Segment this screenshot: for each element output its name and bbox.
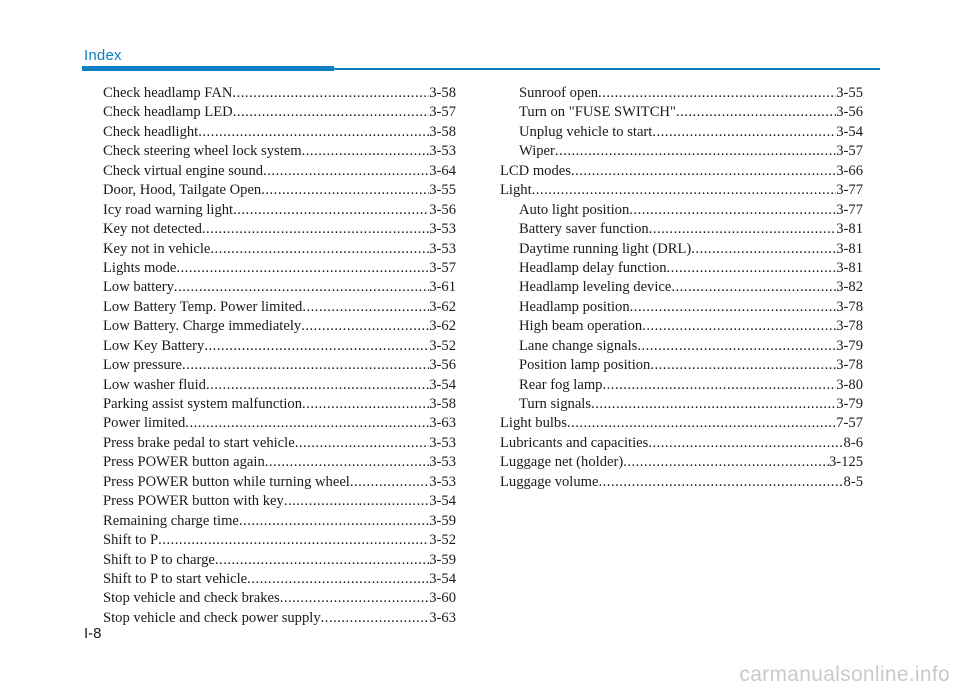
dot-leader bbox=[206, 376, 429, 395]
index-column-right bbox=[500, 84, 863, 492]
dot-leader bbox=[598, 473, 843, 492]
entry-page-ref: 3-53 bbox=[429, 434, 456, 451]
index-entry bbox=[84, 201, 456, 220]
entry-page-ref: 3-78 bbox=[836, 318, 863, 335]
dot-leader bbox=[301, 317, 429, 336]
page-number: I-8 bbox=[84, 625, 102, 642]
dot-leader bbox=[676, 103, 836, 122]
dot-leader bbox=[158, 531, 429, 550]
entry-label: Headlamp leveling device bbox=[519, 279, 672, 296]
index-entry bbox=[500, 220, 863, 239]
entry-label: Rear fog lamp bbox=[519, 376, 603, 393]
dot-leader bbox=[202, 220, 429, 239]
dot-leader bbox=[302, 395, 429, 414]
entry-label: Remaining charge time bbox=[103, 512, 239, 529]
entry-page-ref: 3-58 bbox=[429, 396, 456, 412]
dot-leader bbox=[302, 142, 430, 161]
dot-leader bbox=[667, 259, 837, 278]
dot-leader bbox=[598, 84, 836, 103]
entry-label: Lane change signals bbox=[519, 337, 638, 354]
entry-page-ref: 3-54 bbox=[836, 123, 863, 140]
entry-page-ref: 3-79 bbox=[836, 337, 863, 354]
entry-label: Wiper bbox=[519, 143, 555, 160]
index-entry bbox=[500, 317, 863, 336]
index-entry bbox=[500, 473, 863, 492]
entry-page-ref: 8-5 bbox=[843, 473, 863, 490]
dot-leader bbox=[591, 395, 836, 414]
index-entry bbox=[500, 240, 863, 259]
dot-leader bbox=[671, 278, 836, 297]
index-entry bbox=[84, 453, 456, 472]
entry-label: Luggage net (holder) bbox=[500, 454, 624, 471]
entry-page-ref: 3-59 bbox=[429, 512, 456, 529]
entry-label: Check steering wheel lock system bbox=[103, 143, 302, 160]
entry-label: Shift to P to charge bbox=[103, 551, 215, 568]
dot-leader bbox=[232, 84, 429, 103]
dot-leader bbox=[691, 240, 836, 259]
dot-leader bbox=[555, 142, 836, 161]
dot-leader bbox=[280, 589, 430, 608]
dot-leader bbox=[652, 123, 836, 142]
entry-page-ref: 3-78 bbox=[836, 357, 863, 374]
dot-leader bbox=[261, 181, 429, 200]
index-entry bbox=[84, 240, 456, 259]
entry-label: Shift to P bbox=[103, 532, 159, 549]
entry-label: Low Key Battery bbox=[103, 337, 205, 354]
index-entry bbox=[84, 162, 456, 181]
entry-page-ref: 3-57 bbox=[836, 143, 863, 160]
dot-leader bbox=[174, 278, 429, 297]
entry-page-ref: 7-57 bbox=[836, 415, 863, 432]
dot-leader bbox=[532, 181, 837, 200]
entry-page-ref: 3-52 bbox=[429, 532, 456, 549]
entry-label: Unplug vehicle to start bbox=[519, 123, 653, 140]
dot-leader bbox=[198, 123, 429, 142]
section-title: Index bbox=[84, 47, 122, 64]
entry-page-ref: 3-82 bbox=[836, 279, 863, 296]
index-entry bbox=[500, 434, 863, 453]
entry-label: High beam operation bbox=[519, 318, 643, 335]
dot-leader bbox=[204, 337, 429, 356]
index-entry bbox=[84, 103, 456, 122]
index-entry bbox=[84, 414, 456, 433]
entry-page-ref: 3-53 bbox=[429, 473, 456, 490]
entry-label: Lubricants and capacities bbox=[500, 434, 649, 451]
index-entry bbox=[84, 531, 456, 550]
index-entry bbox=[500, 414, 863, 433]
dot-leader bbox=[239, 512, 429, 531]
entry-label: Position lamp position bbox=[519, 357, 651, 374]
index-entry bbox=[84, 512, 456, 531]
dot-leader bbox=[185, 414, 429, 433]
entry-label: Low Battery Temp. Power limited bbox=[103, 298, 303, 315]
index-entry bbox=[84, 84, 456, 103]
dot-leader bbox=[571, 162, 836, 181]
entry-label: Stop vehicle and check brakes bbox=[103, 590, 280, 607]
entry-page-ref: 3-125 bbox=[828, 454, 863, 471]
dot-leader bbox=[602, 376, 836, 395]
entry-label: Low battery bbox=[103, 279, 174, 296]
entry-page-ref: 3-58 bbox=[429, 85, 456, 101]
entry-page-ref: 3-77 bbox=[836, 201, 863, 218]
entry-page-ref: 3-53 bbox=[429, 240, 456, 257]
dot-leader bbox=[302, 298, 429, 317]
entry-page-ref: 3-81 bbox=[836, 259, 863, 276]
index-entry bbox=[84, 123, 456, 142]
entry-label: Battery saver function bbox=[519, 221, 649, 238]
entry-page-ref: 3-52 bbox=[429, 337, 456, 354]
entry-page-ref: 3-55 bbox=[429, 182, 456, 199]
index-entry bbox=[84, 492, 456, 511]
entry-page-ref: 3-63 bbox=[429, 609, 456, 626]
index-entry bbox=[84, 609, 456, 628]
index-entry bbox=[84, 181, 456, 200]
dot-leader bbox=[182, 356, 429, 375]
entry-label: Press POWER button while turning wheel bbox=[103, 473, 350, 490]
entry-label: Lights mode bbox=[103, 259, 177, 276]
entry-page-ref: 3-81 bbox=[836, 221, 863, 238]
entry-label: Turn signals bbox=[519, 396, 592, 412]
entry-page-ref: 3-54 bbox=[429, 376, 456, 393]
entry-label: Sunroof open bbox=[519, 85, 599, 101]
index-entry bbox=[500, 259, 863, 278]
entry-page-ref: 3-57 bbox=[429, 104, 456, 121]
entry-page-ref: 3-56 bbox=[429, 201, 456, 218]
dot-leader bbox=[567, 414, 836, 433]
entry-page-ref: 3-64 bbox=[429, 162, 456, 179]
dot-leader bbox=[265, 453, 429, 472]
index-entry bbox=[84, 259, 456, 278]
index-entry bbox=[84, 298, 456, 317]
entry-page-ref: 3-56 bbox=[836, 104, 863, 121]
entry-label: Stop vehicle and check power supply bbox=[103, 609, 321, 626]
entry-label: Luggage volume bbox=[500, 473, 599, 490]
entry-page-ref: 3-62 bbox=[429, 298, 456, 315]
index-entry bbox=[500, 395, 863, 414]
dot-leader bbox=[233, 201, 429, 220]
dot-leader bbox=[350, 473, 429, 492]
entry-label: Low pressure bbox=[103, 357, 183, 374]
entry-page-ref: 3-77 bbox=[836, 182, 863, 199]
entry-label: Press POWER button with key bbox=[103, 493, 284, 510]
entry-page-ref: 3-81 bbox=[836, 240, 863, 257]
entry-page-ref: 3-54 bbox=[429, 493, 456, 510]
index-entry bbox=[84, 473, 456, 492]
watermark: carmanualsonline.info bbox=[739, 663, 950, 686]
dot-leader bbox=[630, 298, 837, 317]
entry-page-ref: 3-60 bbox=[429, 590, 456, 607]
entry-label: Icy road warning light bbox=[103, 201, 234, 218]
index-entry bbox=[84, 220, 456, 239]
entry-label: Check virtual engine sound bbox=[103, 162, 264, 179]
index-entry bbox=[84, 589, 456, 608]
index-entry bbox=[500, 103, 863, 122]
entry-page-ref: 3-63 bbox=[429, 415, 456, 432]
entry-label: LCD modes bbox=[500, 162, 571, 179]
entry-label: Low washer fluid bbox=[103, 376, 206, 393]
entry-label: Light bbox=[500, 182, 532, 199]
index-entry bbox=[84, 395, 456, 414]
dot-leader bbox=[233, 103, 430, 122]
dot-leader bbox=[642, 317, 836, 336]
entry-label: Daytime running light (DRL) bbox=[519, 240, 692, 257]
index-entry bbox=[500, 337, 863, 356]
dot-leader bbox=[176, 259, 429, 278]
entry-page-ref: 3-66 bbox=[836, 162, 863, 179]
index-entry bbox=[500, 356, 863, 375]
dot-leader bbox=[648, 434, 843, 453]
entry-label: Shift to P to start vehicle bbox=[103, 570, 248, 587]
index-entry bbox=[500, 142, 863, 161]
index-entry bbox=[500, 181, 863, 200]
entry-label: Key not in vehicle bbox=[103, 240, 211, 257]
header-rule-thin bbox=[334, 68, 880, 70]
index-entry bbox=[500, 298, 863, 317]
entry-label: Turn on "FUSE SWITCH" bbox=[519, 104, 676, 121]
dot-leader bbox=[210, 240, 429, 259]
index-entry bbox=[500, 84, 863, 103]
entry-page-ref: 3-79 bbox=[836, 396, 863, 412]
entry-label: Light bulbs bbox=[500, 415, 567, 432]
entry-label: Check headlamp FAN bbox=[103, 85, 233, 101]
index-entry bbox=[500, 278, 863, 297]
index-entry bbox=[500, 123, 863, 142]
index-entry bbox=[84, 376, 456, 395]
entry-page-ref: 3-62 bbox=[429, 318, 456, 335]
index-entry bbox=[84, 337, 456, 356]
dot-leader bbox=[295, 434, 430, 453]
index-entry bbox=[84, 356, 456, 375]
entry-page-ref: 3-78 bbox=[836, 298, 863, 315]
entry-label: Headlamp position bbox=[519, 298, 630, 315]
entry-page-ref: 3-53 bbox=[429, 143, 456, 160]
index-entry bbox=[84, 142, 456, 161]
entry-page-ref: 8-6 bbox=[843, 434, 863, 451]
entry-label: Parking assist system malfunction bbox=[103, 396, 303, 412]
entry-page-ref: 3-57 bbox=[429, 259, 456, 276]
entry-page-ref: 3-58 bbox=[429, 123, 456, 140]
entry-page-ref: 3-56 bbox=[429, 357, 456, 374]
index-entry bbox=[500, 376, 863, 395]
entry-label: Key not detected bbox=[103, 221, 202, 238]
dot-leader bbox=[247, 570, 429, 589]
entry-label: Headlamp delay function bbox=[519, 259, 667, 276]
dot-leader bbox=[623, 453, 829, 472]
entry-label: Check headlamp LED bbox=[103, 104, 233, 121]
dot-leader bbox=[321, 609, 430, 628]
entry-label: Press brake pedal to start vehicle bbox=[103, 434, 295, 451]
index-column-left bbox=[84, 84, 456, 628]
entry-label: Power limited bbox=[103, 415, 186, 432]
dot-leader bbox=[629, 201, 836, 220]
index-entry bbox=[84, 551, 456, 570]
entry-page-ref: 3-59 bbox=[429, 551, 456, 568]
entry-label: Low Battery. Charge immediately bbox=[103, 318, 302, 335]
index-entry bbox=[84, 317, 456, 336]
dot-leader bbox=[263, 162, 429, 181]
entry-page-ref: 3-53 bbox=[429, 221, 456, 238]
entry-page-ref: 3-55 bbox=[836, 85, 863, 101]
entry-label: Door, Hood, Tailgate Open bbox=[103, 182, 262, 199]
entry-label: Check headlight bbox=[103, 123, 199, 140]
index-entry bbox=[84, 434, 456, 453]
index-entry bbox=[500, 453, 863, 472]
entry-label: Auto light position bbox=[519, 201, 630, 218]
dot-leader bbox=[284, 492, 429, 511]
dot-leader bbox=[637, 337, 836, 356]
entry-page-ref: 3-53 bbox=[429, 454, 456, 471]
dot-leader bbox=[215, 551, 429, 570]
entry-label: Press POWER button again bbox=[103, 454, 265, 471]
dot-leader bbox=[650, 356, 836, 375]
header-rule-thick bbox=[82, 66, 334, 71]
entry-page-ref: 3-61 bbox=[429, 279, 456, 296]
index-entry bbox=[500, 201, 863, 220]
entry-page-ref: 3-54 bbox=[429, 570, 456, 587]
entry-page-ref: 3-80 bbox=[836, 376, 863, 393]
dot-leader bbox=[649, 220, 837, 239]
index-entry bbox=[84, 570, 456, 589]
index-entry bbox=[84, 278, 456, 297]
index-entry bbox=[500, 162, 863, 181]
